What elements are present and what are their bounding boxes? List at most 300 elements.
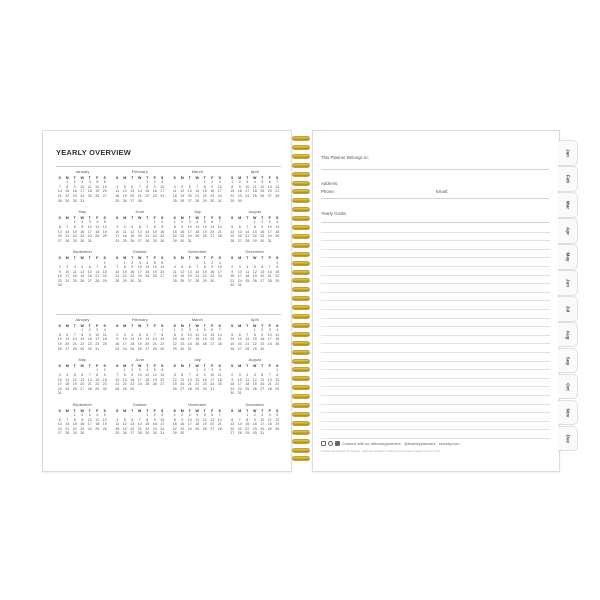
day-number: 12 (122, 189, 127, 194)
month-tab-nov[interactable] (558, 400, 578, 426)
writing-line (321, 169, 549, 170)
weekday-letter: T (73, 408, 76, 413)
weekday-letter: S (58, 175, 61, 180)
day-number: 12 (122, 422, 127, 427)
goal-line (321, 275, 550, 276)
day-number: 29 (172, 238, 177, 243)
day-number: 2 (181, 413, 184, 418)
day-number: 24 (245, 193, 250, 198)
day-number: 15 (195, 377, 200, 382)
weekday-letter: T (203, 363, 206, 368)
month-tab-jun[interactable] (558, 270, 578, 296)
day-number: 2 (231, 372, 234, 377)
mini-calendar-month (229, 250, 282, 288)
day-number: 10 (122, 337, 127, 342)
day-number: 18 (102, 337, 107, 342)
day-number: 26 (102, 426, 107, 431)
day-number: 11 (95, 224, 100, 229)
day-number: 20 (210, 229, 215, 234)
day-number: 31 (217, 198, 222, 203)
day-number: 9 (131, 372, 134, 377)
day-number: 12 (180, 189, 185, 194)
day-number: 2 (81, 220, 84, 225)
weekday-letter: T (131, 323, 134, 328)
month-name: December (245, 401, 264, 407)
day-number: 17 (160, 189, 165, 194)
day-number: 19 (122, 426, 127, 431)
day-number: 9 (253, 417, 256, 422)
day-number: 11 (72, 269, 77, 274)
day-number: 25 (87, 193, 92, 198)
day-number: 13 (160, 265, 165, 270)
day-number: 14 (95, 269, 100, 274)
day-number: 28 (267, 278, 272, 283)
weekday-letter: F (268, 408, 271, 413)
day-number: 2 (253, 413, 256, 418)
day-number: 6 (211, 413, 214, 418)
day-number: 23 (80, 234, 85, 239)
day-number: 5 (231, 332, 234, 337)
day-number: 10 (187, 332, 192, 337)
email-label: Email: (436, 189, 449, 194)
day-number: 8 (246, 417, 249, 422)
weekday-letter: S (173, 323, 176, 328)
weekday-letter: W (253, 175, 257, 180)
day-number: 28 (275, 193, 280, 198)
day-number: 17 (267, 229, 272, 234)
mini-calendar-month (229, 210, 282, 243)
day-number: 15 (72, 229, 77, 234)
mini-calendar-month (229, 403, 282, 436)
day-number: 25 (102, 341, 107, 346)
weekday-letter: T (188, 363, 191, 368)
day-number: 31 (237, 283, 242, 288)
day-number: 17 (267, 337, 272, 342)
day-number: 18 (95, 422, 100, 427)
day-number: 6 (238, 332, 241, 337)
day-number: 16 (80, 422, 85, 427)
day-number: 27 (87, 278, 92, 283)
day-number: 27 (237, 238, 242, 243)
day-number: 28 (195, 278, 200, 283)
day-number: 12 (252, 269, 257, 274)
day-number: 12 (95, 184, 100, 189)
day-number: 8 (253, 224, 256, 229)
day-number: 20 (87, 274, 92, 279)
day-number: 6 (88, 265, 91, 270)
weekday-letter: T (88, 363, 91, 368)
weekday-letter: M (238, 408, 242, 413)
day-grid (171, 216, 224, 244)
day-number: 9 (103, 372, 106, 377)
day-number: 25 (95, 234, 100, 239)
day-number: 20 (230, 426, 235, 431)
day-number: 4 (246, 265, 249, 270)
day-number: 26 (252, 278, 257, 283)
weekday-letter: T (246, 175, 249, 180)
day-number: 23 (115, 346, 120, 351)
day-number: 13 (65, 337, 70, 342)
day-number: 16 (72, 189, 77, 194)
month-tab-feb[interactable] (558, 166, 578, 192)
day-number: 15 (172, 422, 177, 427)
weekday-letter: S (218, 408, 221, 413)
day-number: 11 (275, 332, 280, 337)
day-number: 14 (245, 337, 250, 342)
day-number: 1 (66, 180, 69, 185)
day-number: 21 (217, 422, 222, 427)
weekday-letter: W (253, 323, 257, 328)
day-number: 6 (211, 220, 214, 225)
weekday-letter: M (238, 255, 242, 260)
weekday-letter: S (103, 215, 106, 220)
weekday-letter: S (218, 255, 221, 260)
month-tab-mar[interactable] (558, 192, 578, 218)
weekday-letter: F (268, 363, 271, 368)
mini-calendar-month (114, 250, 167, 288)
day-number: 1 (73, 220, 76, 225)
day-number: 11 (217, 372, 222, 377)
day-number: 4 (246, 372, 249, 377)
weekday-letter: S (161, 215, 164, 220)
day-grid (171, 324, 224, 352)
writing-line (321, 198, 549, 199)
day-number: 17 (237, 382, 242, 387)
spiral-coil (292, 216, 310, 221)
weekday-letter: M (65, 363, 69, 368)
day-number: 30 (260, 346, 265, 351)
day-number: 9 (58, 269, 61, 274)
day-number: 10 (160, 184, 165, 189)
month-name: September (72, 401, 93, 407)
day-number: 7 (66, 417, 69, 422)
day-number: 1 (246, 413, 249, 418)
day-number: 1 (153, 220, 156, 225)
day-number: 15 (172, 229, 177, 234)
day-number: 18 (245, 382, 250, 387)
year-calendar-1 (56, 166, 281, 288)
day-number: 21 (187, 382, 192, 387)
day-number: 22 (152, 234, 157, 239)
day-number: 8 (81, 332, 84, 337)
weekday-letter: S (116, 408, 119, 413)
day-grid (56, 216, 109, 244)
day-number: 21 (267, 274, 272, 279)
day-number: 20 (210, 337, 215, 342)
day-number: 18 (172, 193, 177, 198)
weekday-letter: T (73, 323, 76, 328)
day-number: 29 (72, 238, 77, 243)
day-number: 26 (260, 193, 265, 198)
day-number: 1 (173, 328, 176, 333)
day-number: 29 (202, 278, 207, 283)
day-number: 30 (80, 238, 85, 243)
day-number: 6 (238, 224, 241, 229)
month-name: November (188, 249, 207, 255)
goal-line (321, 429, 550, 430)
day-number: 17 (160, 422, 165, 427)
weekday-letter: T (146, 408, 149, 413)
weekday-letter: F (153, 408, 156, 413)
weekday-letter: F (211, 175, 214, 180)
day-number: 16 (237, 189, 242, 194)
weekday-letter: T (131, 408, 134, 413)
spiral-coil (292, 359, 310, 364)
spiral-coil (292, 323, 310, 328)
weekday-letter: S (116, 215, 119, 220)
weekday-letter: T (88, 323, 91, 328)
day-number: 5 (96, 180, 99, 185)
weekday-letter: T (88, 408, 91, 413)
day-number: 22 (72, 234, 77, 239)
day-number: 3 (96, 328, 99, 333)
day-number: 22 (95, 382, 100, 387)
day-number: 18 (145, 377, 150, 382)
day-number: 16 (210, 269, 215, 274)
day-number: 13 (102, 184, 107, 189)
day-number: 12 (252, 377, 257, 382)
weekday-letter: S (276, 323, 279, 328)
day-number: 26 (122, 431, 127, 436)
day-number: 2 (103, 368, 106, 373)
day-number: 15 (145, 189, 150, 194)
day-number: 11 (275, 224, 280, 229)
day-number: 22 (230, 193, 235, 198)
day-number: 13 (237, 337, 242, 342)
weekday-letter: M (65, 175, 69, 180)
day-number: 1 (173, 220, 176, 225)
day-number: 20 (80, 382, 85, 387)
day-number: 20 (130, 193, 135, 198)
day-number: 27 (80, 386, 85, 391)
weekday-letter: W (138, 215, 142, 220)
day-number: 14 (195, 269, 200, 274)
month-name: August (248, 209, 261, 215)
day-number: 14 (152, 337, 157, 342)
day-number: 13 (187, 189, 192, 194)
day-number: 4 (103, 328, 106, 333)
day-number: 14 (187, 377, 192, 382)
day-grid (114, 324, 167, 352)
day-number: 9 (211, 265, 214, 270)
spiral-coil (292, 305, 310, 310)
day-number: 25 (195, 341, 200, 346)
day-number: 4 (116, 417, 119, 422)
day-grid (114, 216, 167, 244)
spiral-binding (290, 136, 312, 466)
goal-line (321, 309, 550, 310)
weekday-letter: W (195, 255, 199, 260)
day-number: 13 (160, 372, 165, 377)
day-number: 22 (275, 274, 280, 279)
day-number: 26 (152, 274, 157, 279)
day-number: 10 (210, 372, 215, 377)
weekday-letter: S (58, 255, 61, 260)
weekday-letter: T (246, 408, 249, 413)
day-number: 11 (172, 269, 177, 274)
goal-line (321, 404, 550, 405)
spiral-coil (292, 439, 310, 444)
weekday-letter: S (231, 175, 234, 180)
weekday-letter: F (96, 408, 99, 413)
weekday-letter: F (96, 363, 99, 368)
day-number: 31 (160, 431, 165, 436)
weekday-letter: W (80, 323, 84, 328)
page-title: YEARLY OVERVIEW (56, 148, 131, 157)
mini-calendar-month (114, 358, 167, 396)
month-name: April (250, 317, 259, 322)
day-number: 10 (237, 377, 242, 382)
day-number: 17 (115, 234, 120, 239)
day-number: 7 (116, 372, 119, 377)
day-number: 2 (181, 220, 184, 225)
day-number: 14 (217, 417, 222, 422)
weekday-letter: F (96, 175, 99, 180)
day-number: 29 (172, 346, 177, 351)
day-number: 30 (237, 198, 242, 203)
day-number: 6 (161, 260, 164, 265)
day-number: 5 (203, 220, 206, 225)
day-number: 18 (195, 337, 200, 342)
day-number: 9 (238, 184, 241, 189)
day-number: 15 (145, 422, 150, 427)
goal-line (321, 318, 550, 319)
day-number: 7 (268, 265, 271, 270)
spiral-coil (292, 367, 310, 372)
day-number: 15 (102, 269, 107, 274)
day-number: 12 (57, 337, 62, 342)
day-number: 23 (230, 278, 235, 283)
weekday-letter: F (96, 255, 99, 260)
day-number: 22 (172, 426, 177, 431)
day-number: 30 (210, 198, 215, 203)
month-tab-oct[interactable] (558, 374, 578, 400)
weekday-letter: T (131, 175, 134, 180)
weekday-letter: T (131, 215, 134, 220)
day-number: 5 (73, 372, 76, 377)
day-number: 18 (252, 189, 257, 194)
weekday-letter: S (161, 255, 164, 260)
day-number: 15 (65, 189, 70, 194)
spiral-coil (292, 296, 310, 301)
day-number: 17 (137, 377, 142, 382)
day-number: 27 (102, 193, 107, 198)
goal-line (321, 257, 550, 258)
day-number: 11 (195, 224, 200, 229)
day-number: 1 (123, 260, 126, 265)
day-number: 18 (275, 229, 280, 234)
mini-calendar-month (114, 170, 167, 203)
day-number: 16 (230, 274, 235, 279)
day-number: 6 (261, 372, 264, 377)
day-number: 30 (87, 346, 92, 351)
day-number: 26 (57, 346, 62, 351)
day-number: 20 (130, 426, 135, 431)
day-number: 24 (187, 341, 192, 346)
day-number: 22 (245, 426, 250, 431)
month-tab-jan[interactable] (558, 140, 578, 166)
day-number: 13 (210, 224, 215, 229)
day-number: 31 (260, 431, 265, 436)
day-number: 17 (187, 422, 192, 427)
fine-print: Product manufactured by Bluesky · Calendar formatted to reflect the information supplied at time of print (321, 450, 441, 453)
day-number: 8 (203, 265, 206, 270)
weekday-letter: M (65, 323, 69, 328)
weekday-letter: F (153, 363, 156, 368)
weekday-letter: S (173, 215, 176, 220)
day-number: 5 (153, 368, 156, 373)
weekday-letter: W (80, 363, 84, 368)
day-number: 21 (137, 193, 142, 198)
weekday-letter: M (238, 215, 242, 220)
day-number: 16 (87, 337, 92, 342)
day-number: 3 (211, 368, 214, 373)
mini-calendar-month (114, 403, 167, 436)
day-number: 28 (152, 346, 157, 351)
day-number: 17 (95, 337, 100, 342)
mini-calendar-month (171, 403, 224, 436)
day-number: 19 (202, 337, 207, 342)
weekday-letter: T (203, 215, 206, 220)
day-number: 24 (160, 426, 165, 431)
spiral-coil (292, 270, 310, 275)
day-number: 11 (245, 377, 250, 382)
day-number: 31 (210, 386, 215, 391)
day-number: 15 (152, 229, 157, 234)
day-number: 3 (261, 413, 264, 418)
month-name: July (193, 209, 201, 215)
day-grid (114, 364, 167, 392)
weekday-letter: T (246, 215, 249, 220)
day-number: 29 (275, 278, 280, 283)
day-number: 28 (72, 346, 77, 351)
month-tab-sep[interactable] (558, 348, 578, 374)
month-tab-apr[interactable] (558, 218, 578, 244)
spiral-coil (292, 243, 310, 248)
day-number: 22 (202, 193, 207, 198)
day-number: 31 (57, 391, 62, 396)
month-tab-jul[interactable] (558, 296, 578, 322)
spiral-coil (292, 181, 310, 186)
day-number: 2 (81, 413, 84, 418)
day-number: 28 (95, 278, 100, 283)
month-tab-dec[interactable] (558, 426, 578, 452)
day-number: 13 (145, 337, 150, 342)
day-number: 31 (187, 346, 192, 351)
month-tab-aug[interactable] (558, 322, 578, 348)
day-number: 26 (102, 234, 107, 239)
day-number: 27 (65, 346, 70, 351)
month-tab-may[interactable] (558, 244, 578, 270)
tab-label: Oct (565, 382, 570, 391)
month-name: March (191, 317, 203, 322)
weekday-letter: T (146, 175, 149, 180)
day-number: 9 (181, 332, 184, 337)
day-number: 19 (152, 269, 157, 274)
weekday-letter: T (261, 215, 264, 220)
day-number: 12 (137, 337, 142, 342)
day-number: 7 (96, 265, 99, 270)
weekday-letter: S (231, 323, 234, 328)
weekday-letter: F (268, 255, 271, 260)
day-number: 3 (268, 220, 271, 225)
day-number: 26 (202, 341, 207, 346)
goal-line (321, 421, 550, 422)
weekday-letter: T (188, 323, 191, 328)
day-number: 18 (122, 234, 127, 239)
day-number: 29 (145, 431, 150, 436)
spiral-coil (292, 430, 310, 435)
